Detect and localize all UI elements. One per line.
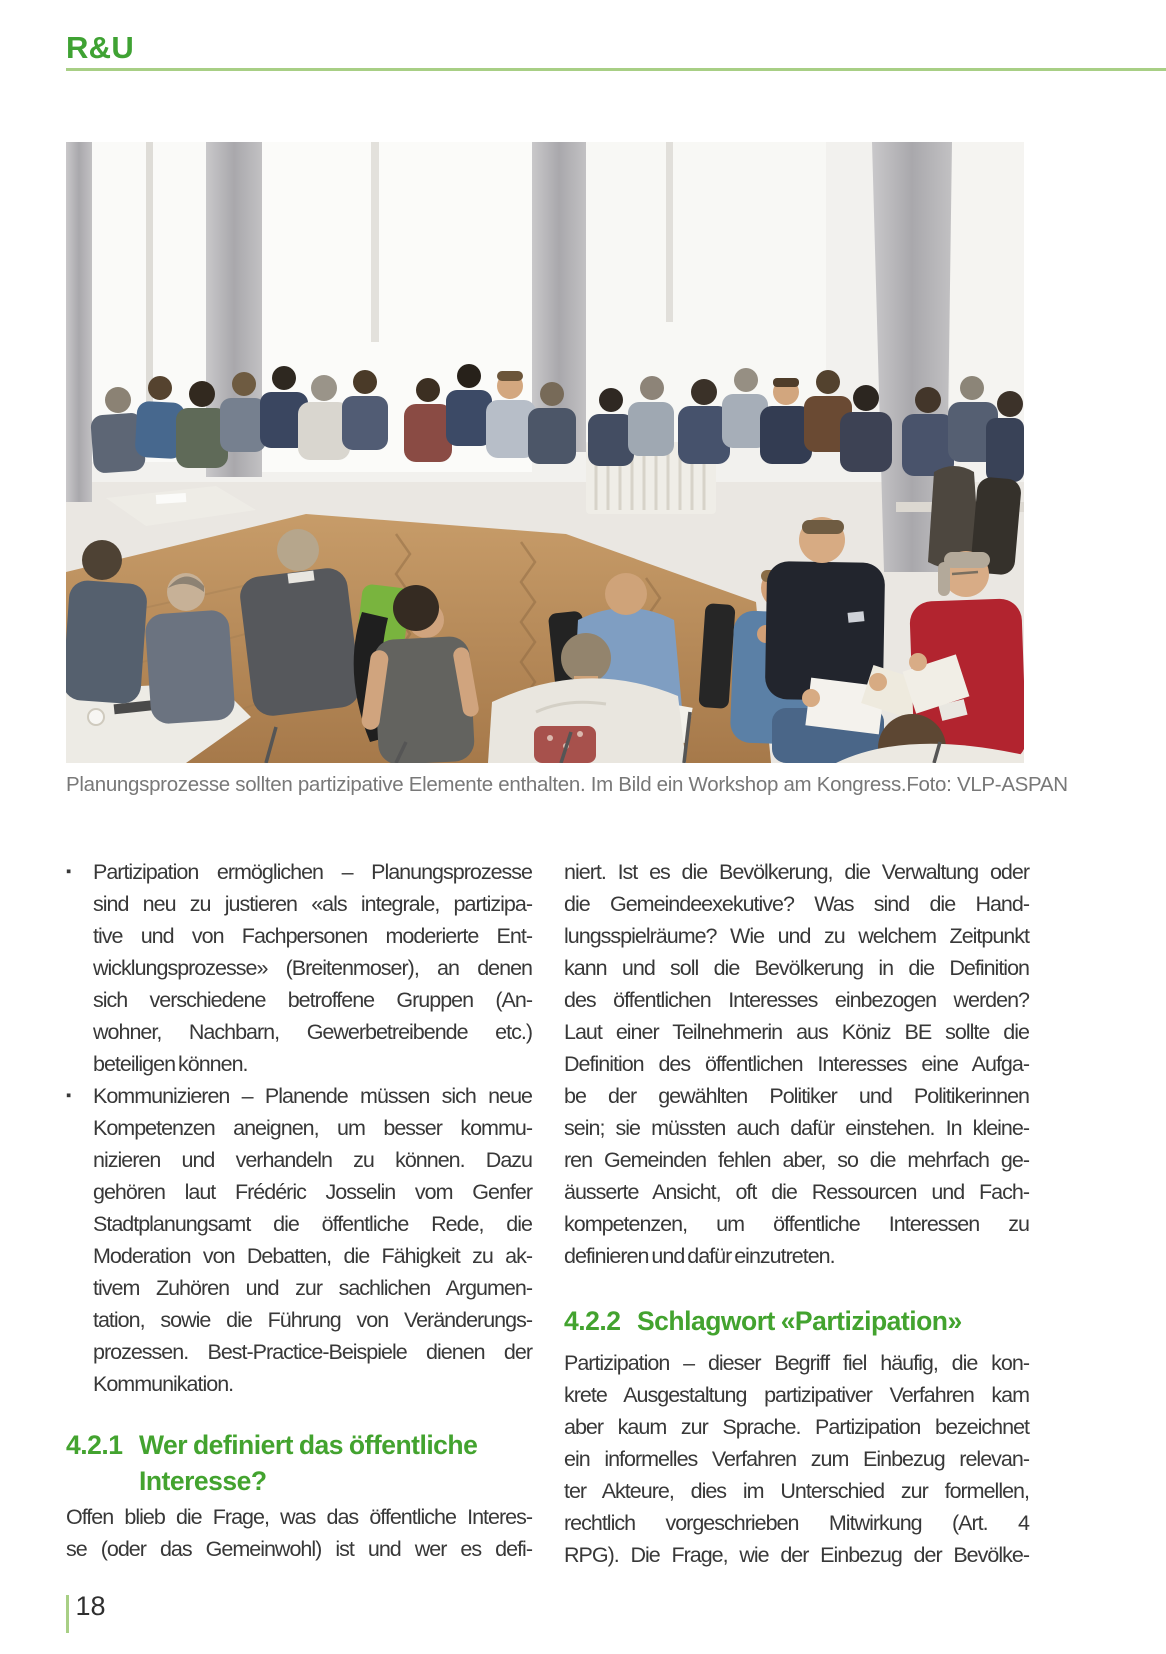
text-line: sind neu zu justieren «als integrale, partizipa- bbox=[93, 892, 532, 916]
paragraph bbox=[564, 856, 1029, 1272]
text-line: Moderation von Debatten, die Fähigkeit zu ak- bbox=[93, 1244, 532, 1268]
text-line: Offen blieb die Frage, was das öffentliche Interes- bbox=[66, 1505, 532, 1529]
text-line: lungsspielräume? Wie und zu welchem Zeitpunkt bbox=[564, 924, 1029, 948]
photo-caption: Planungsprozesse sollten partizipative Elemente enthalten. Im Bild ein Workshop am Kongress. bbox=[66, 773, 907, 796]
text-line: die Gemeindeexekutive? Was sind die Hand- bbox=[564, 892, 1029, 916]
text-line: Kommunikation. bbox=[93, 1372, 234, 1396]
text-line: sich verschiedene betroffene Gruppen (An- bbox=[93, 988, 532, 1012]
text-line: RPG). Die Frage, wie der Einbezug der Bevölke- bbox=[564, 1543, 1029, 1567]
text-line: wohner, Nachbarn, Gewerbetreibende etc.) bbox=[93, 1020, 532, 1044]
text-line: Kommunizieren – Planende müssen sich neue bbox=[93, 1084, 532, 1108]
text-line: aber kaum zur Sprache. Partizipation bezeichnet bbox=[564, 1415, 1029, 1439]
list-item bbox=[66, 1080, 532, 1400]
list-item bbox=[66, 856, 532, 1080]
text-line: wicklungsprozesse» (Breitenmoser), an denen bbox=[93, 956, 532, 980]
text-line: äusserte Ansicht, oft die Ressourcen und Fach- bbox=[564, 1180, 1029, 1204]
text-line: ter Akteure, dies im Unterschied zur formellen, bbox=[564, 1479, 1029, 1503]
right-column bbox=[564, 856, 1029, 1571]
body-columns bbox=[66, 856, 1029, 1571]
section-title: Schlagwort «Partizipation» bbox=[637, 1306, 962, 1336]
text-line: Stadtplanungsamt die öffentliche Rede, die bbox=[93, 1212, 532, 1236]
page-number: 18 bbox=[75, 1591, 106, 1621]
section-heading-421 bbox=[66, 1427, 532, 1499]
text-line: kompetenzen, um öffentliche Interessen zu bbox=[564, 1212, 1029, 1236]
text-line: gehören laut Frédéric Josselin vom Genfer bbox=[93, 1180, 532, 1204]
workshop-photo bbox=[66, 142, 1024, 763]
text-line: beteiligen können. bbox=[93, 1052, 248, 1076]
text-line: ren Gemeinden fehlen aber, so die mehrfach ge- bbox=[564, 1148, 1029, 1172]
section-number: 4.2.2 bbox=[564, 1306, 621, 1336]
text-line: Laut einer Teilnehmerin aus Köniz BE sollte die bbox=[564, 1020, 1029, 1044]
text-line: Partizipation – dieser Begriff fiel häufig, die kon- bbox=[564, 1351, 1029, 1375]
text-line: rechtlich vorgeschrieben Mitwirkung (Art. 4 bbox=[564, 1511, 1029, 1535]
bullet-icon: ▪ bbox=[66, 863, 71, 880]
text-line: krete Ausgestaltung partizipativer Verfahren kam bbox=[564, 1383, 1029, 1407]
text-line: sein; sie müssten auch dafür einstehen. In kleine- bbox=[564, 1116, 1029, 1140]
photo-credit: Foto: VLP-ASPAN bbox=[906, 773, 1068, 796]
text-line: kann und soll die Bevölkerung in die Definition bbox=[564, 956, 1029, 980]
text-line: be der gewählten Politiker und Politikerinnen bbox=[564, 1084, 1029, 1108]
bullet-text bbox=[93, 856, 532, 1080]
bullet-text bbox=[93, 1080, 532, 1400]
paragraph bbox=[564, 1347, 1029, 1571]
text-line: prozessen. Best-Practice-Beispiele dienen der bbox=[93, 1340, 532, 1364]
text-line: tivem Zuhören und zur sachlichen Argumen- bbox=[93, 1276, 532, 1300]
text-line: se (oder das Gemeinwohl) ist und wer es defi- bbox=[66, 1537, 532, 1561]
workshop-photo-illustration bbox=[66, 142, 1024, 763]
photo-caption-row bbox=[66, 773, 1068, 797]
text-line: Definition des öffentlichen Interesses eine Aufga- bbox=[564, 1052, 1029, 1076]
left-column bbox=[66, 856, 532, 1571]
header-rule bbox=[66, 68, 1166, 71]
text-line: definieren und dafür einzutreten. bbox=[564, 1244, 835, 1268]
section-number: 4.2.1 bbox=[66, 1430, 123, 1460]
text-line: niert. Ist es die Bevölkerung, die Verwaltung oder bbox=[564, 860, 1029, 884]
text-line: Kompetenzen aneignen, um besser kommu- bbox=[93, 1116, 532, 1140]
journal-logo: R&U bbox=[66, 30, 135, 65]
page-footer bbox=[66, 1591, 106, 1633]
paragraph bbox=[66, 1501, 532, 1565]
text-line: des öffentlichen Interesses einbezogen werden? bbox=[564, 988, 1029, 1012]
footer-accent-bar bbox=[66, 1595, 69, 1633]
text-line: tive und von Fachpersonen moderierte Ent- bbox=[93, 924, 532, 948]
text-line: tation, sowie die Führung von Veränderungs- bbox=[93, 1308, 532, 1332]
section-title: Wer definiert das öffentliche Interesse? bbox=[139, 1430, 478, 1496]
text-line: nizieren und verhandeln zu können. Dazu bbox=[93, 1148, 532, 1172]
text-line: Partizipation ermöglichen – Planungsprozesse bbox=[93, 860, 532, 884]
section-heading-422 bbox=[564, 1303, 1029, 1339]
bullet-icon: ▪ bbox=[66, 1087, 71, 1104]
text-line: ein informelles Verfahren zum Einbezug relevan- bbox=[564, 1447, 1029, 1471]
